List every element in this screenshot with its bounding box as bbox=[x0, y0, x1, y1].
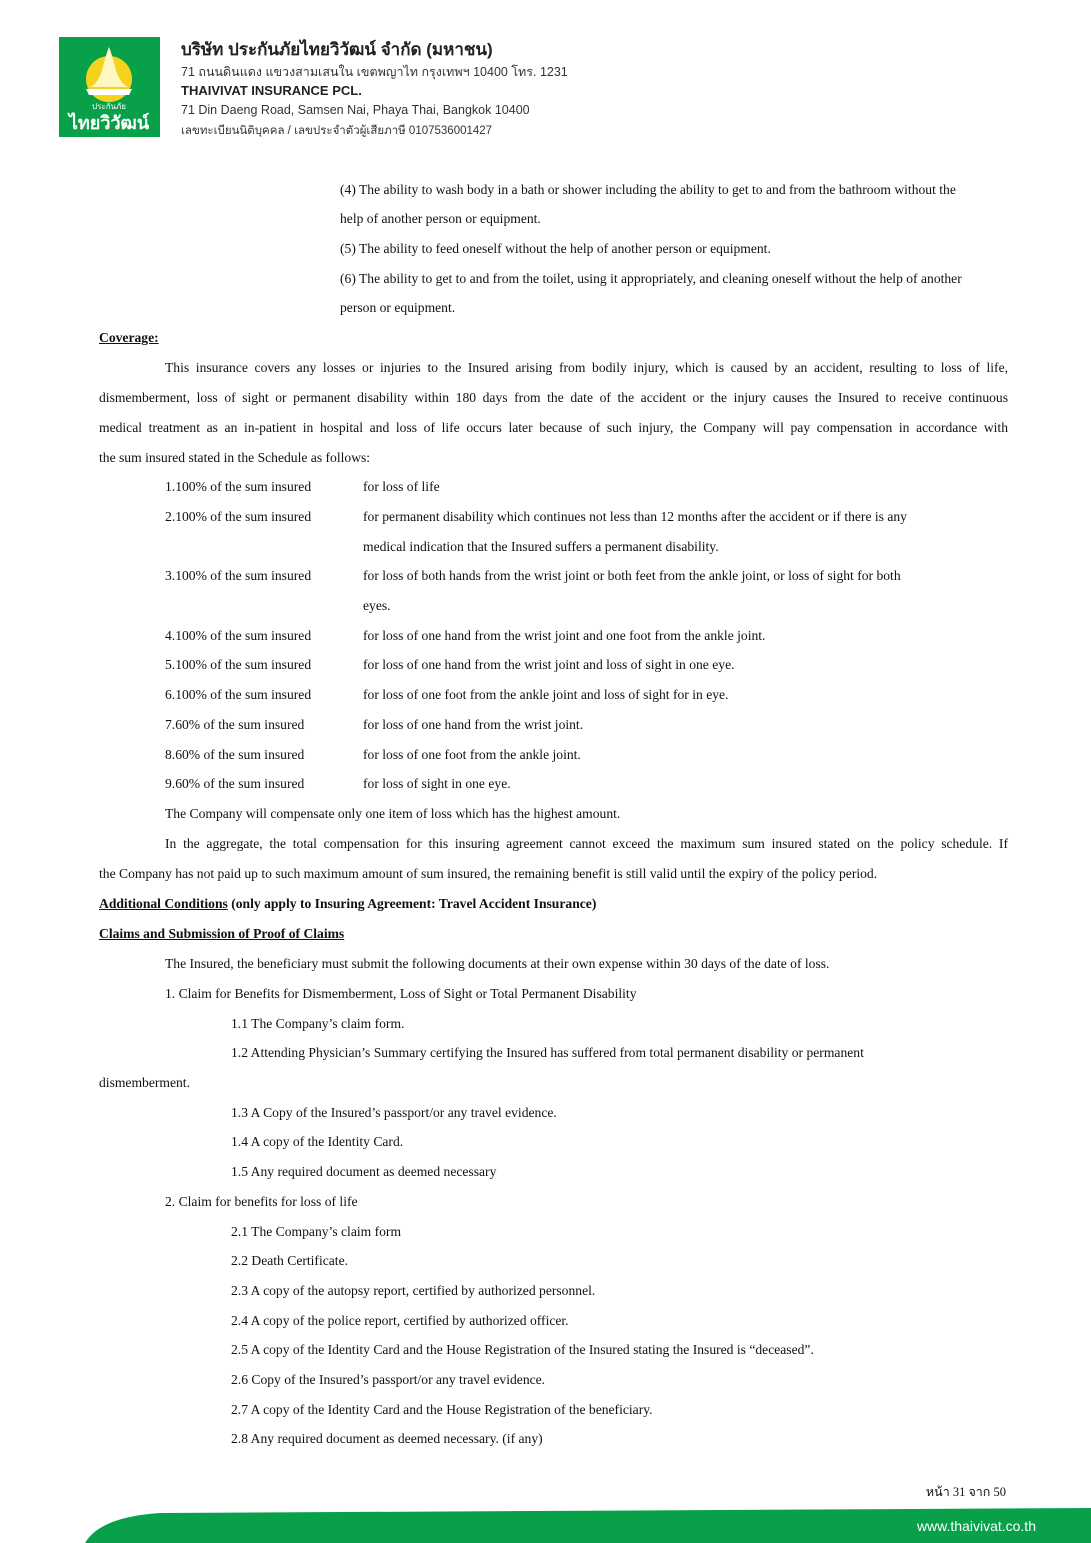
coverage-para-line-2: dismemberment, loss of sight or permanent disability within 180 days from the date of the accident or the injury causes the Insured to receive continuous bbox=[99, 390, 1008, 405]
claim-2-1: 2.1 The Company’s claim form bbox=[231, 1224, 402, 1239]
tax-id: เลขทะเบียนนิติบุคคล / เลขประจำตัวผู้เสียภาษี 0107536001427 bbox=[181, 125, 493, 137]
claim-1-2-line-1: 1.2 Attending Physician’s Summary certifying the Insured has suffered from total permanent disability or permanent bbox=[231, 1045, 864, 1060]
company-name-th: บริษัท ประกันภัยไทยวิวัฒน์ จำกัด (มหาชน) bbox=[181, 40, 493, 59]
benefit-amount: 7.60% of the sum insured bbox=[165, 717, 305, 732]
logo-name-text: ไทยวิวัฒน์ bbox=[68, 113, 150, 134]
claim-1-4: 1.4 A copy of the Identity Card. bbox=[231, 1134, 404, 1149]
claim-2-4: 2.4 A copy of the police report, certified by authorized officer. bbox=[231, 1313, 569, 1328]
benefit-amount: 1.100% of the sum insured bbox=[165, 479, 312, 494]
ability-5: (5) The ability to feed oneself without the help of another person or equipment. bbox=[340, 241, 771, 256]
additional-conditions-heading: Additional Conditions bbox=[99, 896, 228, 911]
coverage-para-line-1: This insurance covers any losses or injuries to the Insured arising from bodily injury, which is caused by an accident, resulting to loss of life, bbox=[165, 360, 1008, 375]
claim-2-6: 2.6 Copy of the Insured’s passport/or any travel evidence. bbox=[231, 1372, 546, 1387]
benefit-amount: 2.100% of the sum insured bbox=[165, 509, 312, 524]
ability-4-line-2: help of another person or equipment. bbox=[340, 211, 541, 226]
benefit-description: for loss of sight in one eye. bbox=[363, 776, 511, 791]
claim-1-3: 1.3 A Copy of the Insured’s passport/or any travel evidence. bbox=[231, 1105, 557, 1120]
claim-2-2: 2.2 Death Certificate. bbox=[231, 1253, 349, 1268]
claims-intro: The Insured, the beneficiary must submit the following documents at their own expense within 30 days of the date of loss. bbox=[165, 956, 830, 971]
ability-6-line-1: (6) The ability to get to and from the toilet, using it appropriately, and cleaning oneself without the help of another bbox=[340, 271, 962, 286]
ability-6-line-2: person or equipment. bbox=[340, 300, 456, 315]
company-logo bbox=[59, 37, 160, 137]
one-item-note: The Company will compensate only one item of loss which has the highest amount. bbox=[165, 806, 621, 821]
benefit-description: for permanent disability which continues not less than 12 months after the accident or if there is any bbox=[363, 509, 907, 524]
claim-2-3: 2.3 A copy of the autopsy report, certified by authorized personnel. bbox=[231, 1283, 596, 1298]
aggregate-line-2: the Company has not paid up to such maximum amount of sum insured, the remaining benefit is still valid until the expiry of the policy period. bbox=[99, 866, 878, 881]
benefit-amount: 5.100% of the sum insured bbox=[165, 657, 312, 672]
claim-2-5: 2.5 A copy of the Identity Card and the House Registration of the Insured stating the Insured is “deceased”. bbox=[231, 1342, 814, 1357]
benefit-description: for loss of both hands from the wrist joint or both feet from the ankle joint, or loss of sight for both bbox=[363, 568, 901, 583]
benefit-description-cont: eyes. bbox=[363, 598, 391, 613]
footer-url[interactable]: www.thaivivat.co.th bbox=[916, 1518, 1036, 1534]
benefit-amount: 9.60% of the sum insured bbox=[165, 776, 305, 791]
benefit-amount: 8.60% of the sum insured bbox=[165, 747, 305, 762]
benefit-description: for loss of one foot from the ankle joint. bbox=[363, 747, 581, 762]
benefit-amount: 4.100% of the sum insured bbox=[165, 628, 312, 643]
benefit-description: for loss of one hand from the wrist joint and one foot from the ankle joint. bbox=[363, 628, 766, 643]
coverage-para-line-3: medical treatment as an in-patient in hospital and loss of life occurs later because of such injury, the Company will pay compensation in accordance with bbox=[99, 420, 1008, 435]
coverage-para-line-4: the sum insured stated in the Schedule as follows: bbox=[99, 450, 371, 465]
claim-1-1: 1.1 The Company’s claim form. bbox=[231, 1016, 405, 1031]
claim-1-2-line-2: dismemberment. bbox=[99, 1075, 190, 1090]
page-number: หน้า 31 จาก 50 bbox=[925, 1485, 1006, 1499]
claim-1-title: 1. Claim for Benefits for Dismemberment, Loss of Sight or Total Permanent Disability bbox=[165, 986, 637, 1001]
additional-conditions-line bbox=[99, 895, 596, 913]
benefit-description: for loss of one hand from the wrist joint. bbox=[363, 717, 584, 732]
logo-small-text: ประกันภัย bbox=[92, 102, 126, 111]
coverage-heading: Coverage: bbox=[99, 330, 159, 345]
benefit-description: for loss of one foot from the ankle joint and loss of sight for in eye. bbox=[363, 687, 729, 702]
benefit-description: for loss of life bbox=[363, 479, 440, 494]
company-name-en: THAIVIVAT INSURANCE PCL. bbox=[181, 83, 362, 98]
claims-heading: Claims and Submission of Proof of Claims bbox=[99, 926, 345, 941]
additional-conditions-note: (only apply to Insuring Agreement: Travel Accident Insurance) bbox=[227, 896, 597, 911]
benefit-description: for loss of one hand from the wrist joint and loss of sight in one eye. bbox=[363, 657, 735, 672]
ability-4-line-1: (4) The ability to wash body in a bath or shower including the ability to get to and from the bathroom without the bbox=[340, 182, 956, 197]
company-address-en: 71 Din Daeng Road, Samsen Nai, Phaya Thai, Bangkok 10400 bbox=[181, 103, 530, 117]
claim-2-7: 2.7 A copy of the Identity Card and the House Registration of the beneficiary. bbox=[231, 1402, 653, 1417]
claim-2-8: 2.8 Any required document as deemed necessary. (if any) bbox=[231, 1431, 543, 1446]
benefit-amount: 3.100% of the sum insured bbox=[165, 568, 312, 583]
claim-1-5: 1.5 Any required document as deemed necessary bbox=[231, 1164, 497, 1179]
claim-2-title: 2. Claim for benefits for loss of life bbox=[165, 1194, 358, 1209]
benefit-description-cont: medical indication that the Insured suffers a permanent disability. bbox=[363, 539, 719, 554]
aggregate-line-1: In the aggregate, the total compensation for this insuring agreement cannot exceed the maximum sum insured stated on the policy schedule. If bbox=[165, 836, 1008, 851]
company-address-th: 71 ถนนดินแดง แขวงสามเสนใน เขตพญาไท กรุงเทพฯ 10400 โทร. 1231 bbox=[181, 65, 568, 79]
benefit-amount: 6.100% of the sum insured bbox=[165, 687, 312, 702]
